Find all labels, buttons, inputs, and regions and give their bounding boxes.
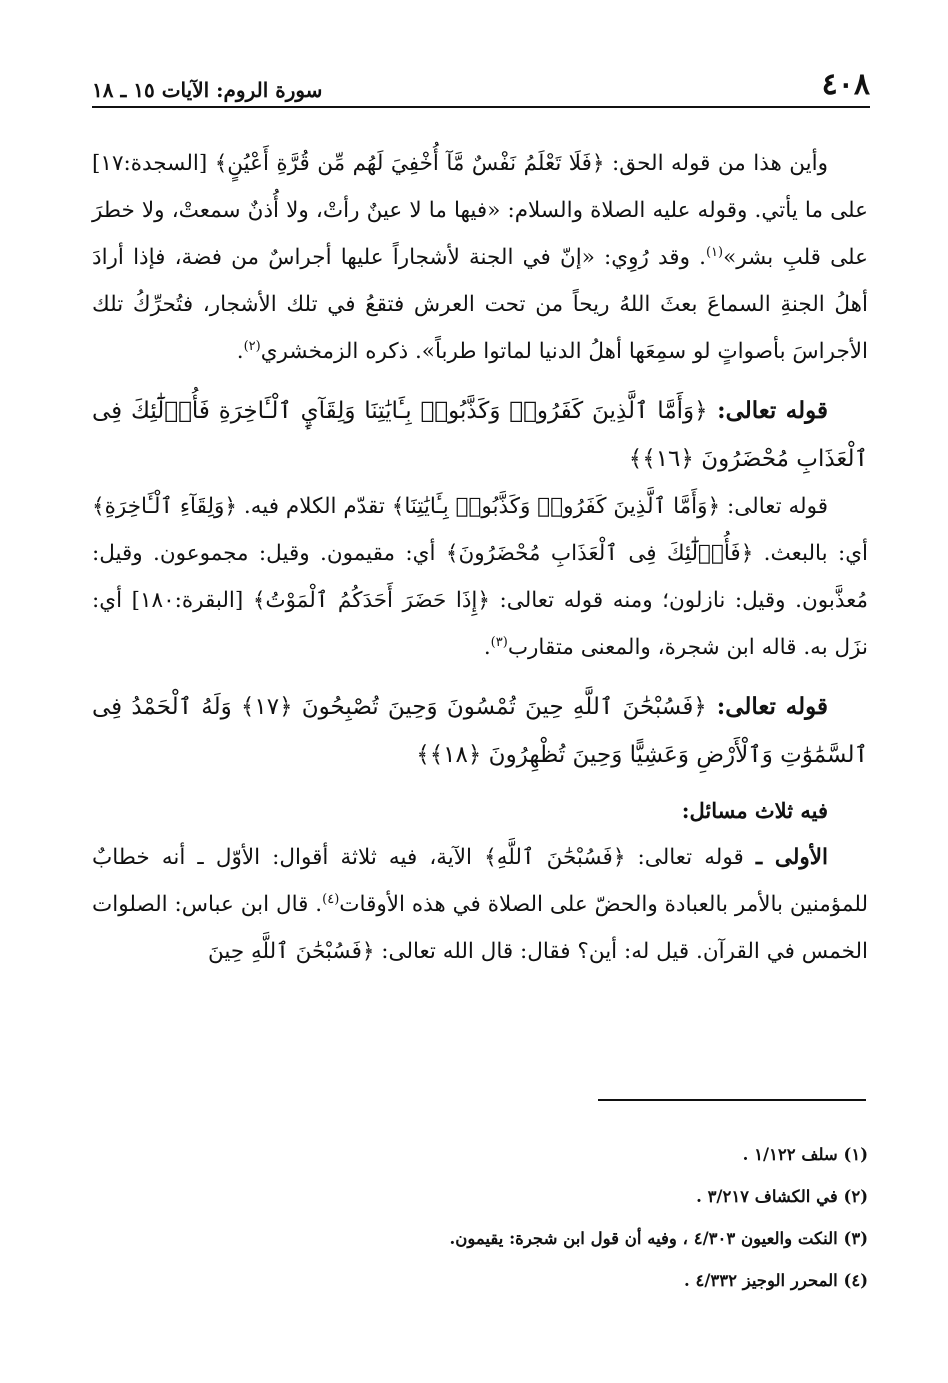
quran-verse: ﴿وَأَمَّا ٱلَّذِينَ كَفَرُوا۟ وَكَذَّبُوا۟ بِـَٔايَٰتِنَا وَلِقَآيِٕ ٱلْـَٔاخِرَةِ فَأُو۟لَٰٓئِكَ فِى ٱلْعَذَابِ مُحْضَرُونَ ﴿١٦﴾﴾ xyxy=(92,398,868,472)
footnote: (٤) المحرر الوجيز ٤/٣٣٢ . xyxy=(683,1271,868,1290)
running-head: سورة الروم: الآيات ١٥ ـ ١٨ xyxy=(92,78,323,102)
footnote-ref-4: (٤) xyxy=(322,891,340,907)
section-heading: فيه ثلاث مسائل: xyxy=(681,798,828,823)
verse-heading-1 xyxy=(92,387,868,483)
footnote-divider xyxy=(598,1099,866,1101)
paragraph-3: الأولى ـ قوله تعالى: ﴿فَسُبْحَٰنَ ٱللَّهِ﴾ الآية، فيه ثلاثة أقوال: الأوّل ـ أنه خطابٌ للمؤمنين بالأمر بالعبادة والحضّ على الصلاة في هذه الأوقات$^{(٤)}$. قال ابن عباس: الصلوات الخمس في القرآن. قيل له: أين؟ فقال: قال الله تعالى: ﴿فَسُبْحَٰنَ ٱللَّهِ حِينَ xyxy=(92,845,868,964)
footnote: (٢) في الكشاف ٣/٢١٧ . xyxy=(696,1187,868,1206)
issue-label: الأولى ـ xyxy=(755,845,828,870)
verse-heading-label: قوله تعالى: xyxy=(717,397,829,424)
footnote: (٣) النكت والعيون ٤/٣٠٣ ، وفيه أن قول ابن شجرة: يقيمون. xyxy=(449,1229,868,1248)
page-header xyxy=(92,58,870,108)
paragraph-2: قوله تعالى: ﴿وَأَمَّا ٱلَّذِينَ كَفَرُوا۟ وَكَذَّبُوا۟ بِـَٔايَٰتِنَا﴾ تقدّم الكلام فيه. ﴿وَلِقَآءِ ٱلْـَٔاخِرَةِ﴾ أي: بالبعث. ﴿فَأُو۟لَٰٓئِكَ فِى ٱلْعَذَابِ مُحْضَرُونَ﴾ أي: مقيمون. وقيل: مجموعون. وقيل: مُعذَّبون. وقيل: نازلون؛ ومنه قوله تعالى: ﴿إِذَا حَضَرَ أَحَدَكُمُ ٱلْمَوْتُ﴾ [البقرة:١٨٠] أي: نزَل به. قاله ابن شجرة، والمعنى متقارب$^{(٣)}$. xyxy=(92,494,868,660)
paragraph-1: وأين هذا من قوله الحق: ﴿فَلَا تَعْلَمُ نَفْسٌ مَّآ أُخْفِيَ لَهُم مِّن قُرَّةِ أَعْيُنٍ﴾ [السجدة:١٧] على ما يأتي. وقوله عليه الصلاة والسلام: «فيها ما لا عينٌ رأتْ، ولا أُذنٌ سمعتْ، ولا خطرَ على قلبِ بشر»$^{(١)}$. وقد رُوِي: «إنّ في الجنة لأشجاراً عليها أجراسٌ من فضة، فإذا أرادَ أهلُ الجنةِ السماعَ بعثَ اللهُ ريحاً من تحت العرش فتقعُ في تلك الأشجار، فتُحرِّكُ تلك الأجراسَ بأصواتٍ لو سمِعَها أهلُ الدنيا لماتوا طرباً». ذكره الزمخشري$^{(٢)}$. xyxy=(92,151,868,364)
footnote: (١) سلف ١/١٢٢ . xyxy=(742,1145,868,1164)
verse-heading-2 xyxy=(92,683,868,779)
footnote-ref-2: (٢) xyxy=(243,338,261,354)
verse-heading-label: قوله تعالى: xyxy=(716,693,828,720)
footnotes xyxy=(92,1134,868,1302)
footnote-ref-3: (٣) xyxy=(490,634,508,650)
footnote-ref-1: (١) xyxy=(705,244,724,260)
page-number: ٤٠٨ xyxy=(821,67,870,102)
main-text xyxy=(92,140,868,975)
quran-verse: ﴿فَسُبْحَٰنَ ٱللَّهِ حِينَ تُمْسُونَ وَحِينَ تُصْبِحُونَ ﴿١٧﴾ وَلَهُ ٱلْحَمْدُ فِى ٱلسَّمَٰوَٰتِ وَٱلْأَرْضِ وَعَشِيًّا وَحِينَ تُظْهِرُونَ ﴿١٨﴾﴾ xyxy=(92,694,868,768)
